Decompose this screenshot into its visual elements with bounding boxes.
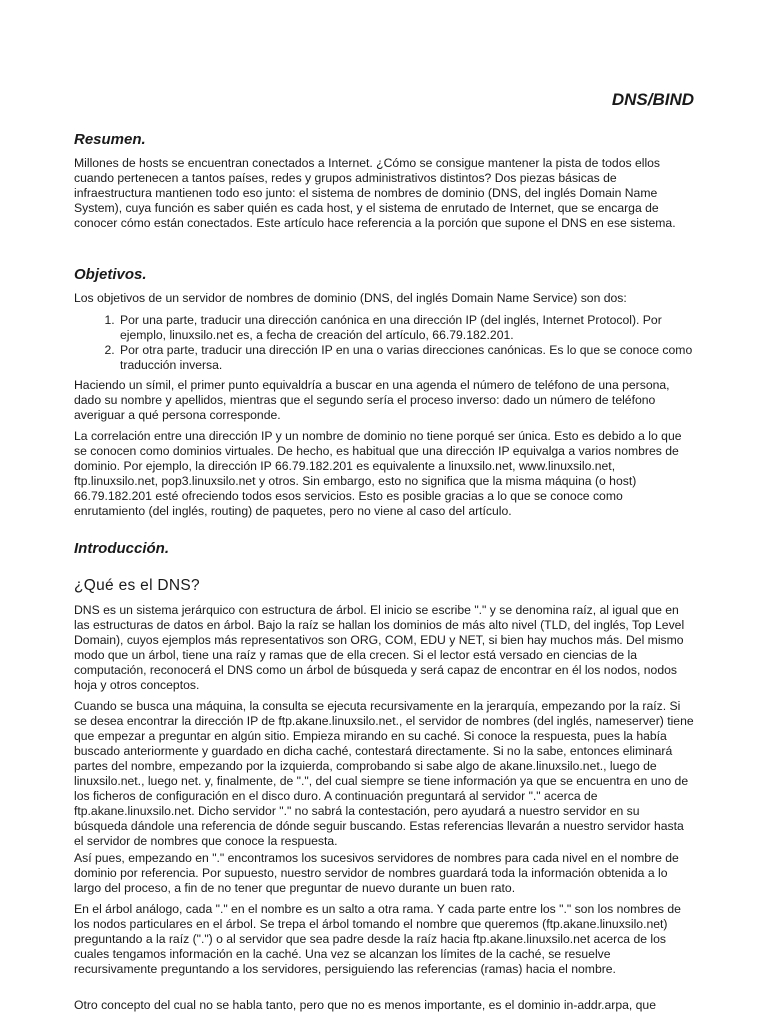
objetivos-paragraph-1: Haciendo un símil, el primer punto equivaldría a buscar en una agenda el número de teléfono de una persona, dado su nombre y apellidos, mientras que el segundo sería el proceso inverso: dado un número de teléfono averiguar a qué persona corresponde. (74, 378, 670, 422)
que-es-paragraph-5: Otro concepto del cual no se habla tanto, pero que no es menos importante, es el dominio in-addr.arpa, que (74, 998, 656, 1012)
list-item: 2. Por otra parte, traducir una dirección IP en una o varias direcciones canónicas. Es lo que se conoce como traducción inversa. (118, 343, 694, 373)
document-title: DNS/BIND (611, 90, 694, 109)
list-item: 1. Por una parte, traducir una dirección canónica en una dirección IP (del inglés, Internet Protocol). Por ejemplo, linuxsilo.net es, a fecha de creación del artículo, 66.79.182.201. (118, 313, 694, 343)
introduccion-heading: Introducción. (74, 540, 169, 557)
objetivos-heading: Objetivos. (74, 266, 147, 283)
que-es-paragraph-3: Así pues, empezando en "." encontramos los sucesivos servidores de nombres para cada nivel en el nombre de dominio por referencia. Por supuesto, nuestro servidor de nombres guardará toda la información obtenida a lo largo del proceso, a fin de no tener que preguntar de nuevo durante un buen rato. (74, 851, 679, 895)
objetivos-list (74, 313, 694, 373)
que-es-paragraph-1: DNS es un sistema jerárquico con estructura de árbol. El inicio se escribe "." y se denomina raíz, al igual que en las estructuras de datos en árbol. Bajo la raíz se hallan los dominios de más alto nivel (TLD, del inglés, Top Level Domain), cuyos ejemplos más representativos son ORG, COM, EDU y NET, si bien hay muchos más. Del mismo modo que un árbol, tiene una raíz y ramas que de ella crecen. Si el lector está versado en ciencias de la computación, reconocerá el DNS como un árbol de búsqueda y será capaz de encontrar en él los nodos, nodos hoja y otros conceptos. (74, 603, 685, 692)
resumen-heading: Resumen. (74, 131, 146, 148)
objetivos-paragraph-2: La correlación entre una dirección IP y un nombre de dominio no tiene porqué ser única. Esto es debido a lo que se conocen como dominios virtuales. De hecho, es habitual que una dirección IP equivalga a varios nombres de dominio. Por ejemplo, la dirección IP 66.79.182.201 es equivalente a linuxsilo.net, www.linuxsilo.net, ftp.linuxsilo.net, pop3.linuxsilo.net y otros. Sin embargo, esto no significa que la misma máquina (o host) 66.79.182.201 esté ofreciendo todos esos servicios. Esto es posible gracias a lo que se conoce como enrutamiento (del inglés, routing) de paquetes, pero no viene al caso del artículo. (74, 429, 682, 518)
que-es-paragraph-4: En el árbol análogo, cada "." en el nombre es un salto a otra rama. Y cada parte entre los "." son los nombres de los nodos particulares en el árbol. Se trepa el árbol tomando el nombre que queremos (ftp.akane.linuxsilo.net) preguntando a la raíz (".") o al servidor que sea padre desde la raíz hacia ftp.akane.linuxsilo.net acerca de los cuales tengamos información en la caché. Una vez se alcanzan los límites de la caché, se resuelve recursivamente preguntando a los servidores, persiguiendo las referencias (ramas) hacia el nombre. (74, 902, 681, 976)
resumen-paragraph: Millones de hosts se encuentran conectados a Internet. ¿Cómo se consigue mantener la pista de todos ellos cuando pertenecen a tantos países, redes y grupos administrativos distintos? Dos piezas básicas de infraestructura mantienen todo eso junto: el sistema de nombres de dominio (DNS, del inglés Domain Name System), cuya función es saber quién es cada host, y el sistema de enrutado de Internet, que se encarga de conocer cómo están conectados. Este artículo hace referencia a la porción que supone el DNS en ese sistema. (74, 156, 676, 230)
que-es-paragraph-2: Cuando se busca una máquina, la consulta se ejecuta recursivamente en la jerarquía, empezando por la raíz. Si se desea encontrar la dirección IP de ftp.akane.linuxsilo.net., el servidor de nombres (del inglés, nameserver) tiene que empezar a preguntar en algún sitio. Empieza mirando en su caché. Si conoce la respuesta, pues la había buscado anteriormente y guardado en dicha caché, contestará directamente. Si no la sabe, entonces eliminará partes del nombre, empezando por la izquierda, comprobando si sabe algo de akane.linuxsilo.net., luego de linuxsilo.net., luego net. y, finalmente, de ".", del cual siempre se tiene información ya que se encuentra en uno de los ficheros de configuración en el disco duro. A continuación preguntará al servidor "." acerca de ftp.akane.linuxsilo.net. Dicho servidor "." no sabrá la contestación, pero ayudará a nuestro servidor en su búsqueda dándole una referencia de dónde seguir buscando. Estas referencias llevarán a nuestro servidor hasta el servidor de nombres que conoce la respuesta. (74, 699, 694, 848)
objetivos-intro: Los objetivos de un servidor de nombres de dominio (DNS, del inglés Domain Name Service) son dos: (74, 291, 627, 305)
que-es-heading: ¿Qué es el DNS? (74, 577, 200, 594)
